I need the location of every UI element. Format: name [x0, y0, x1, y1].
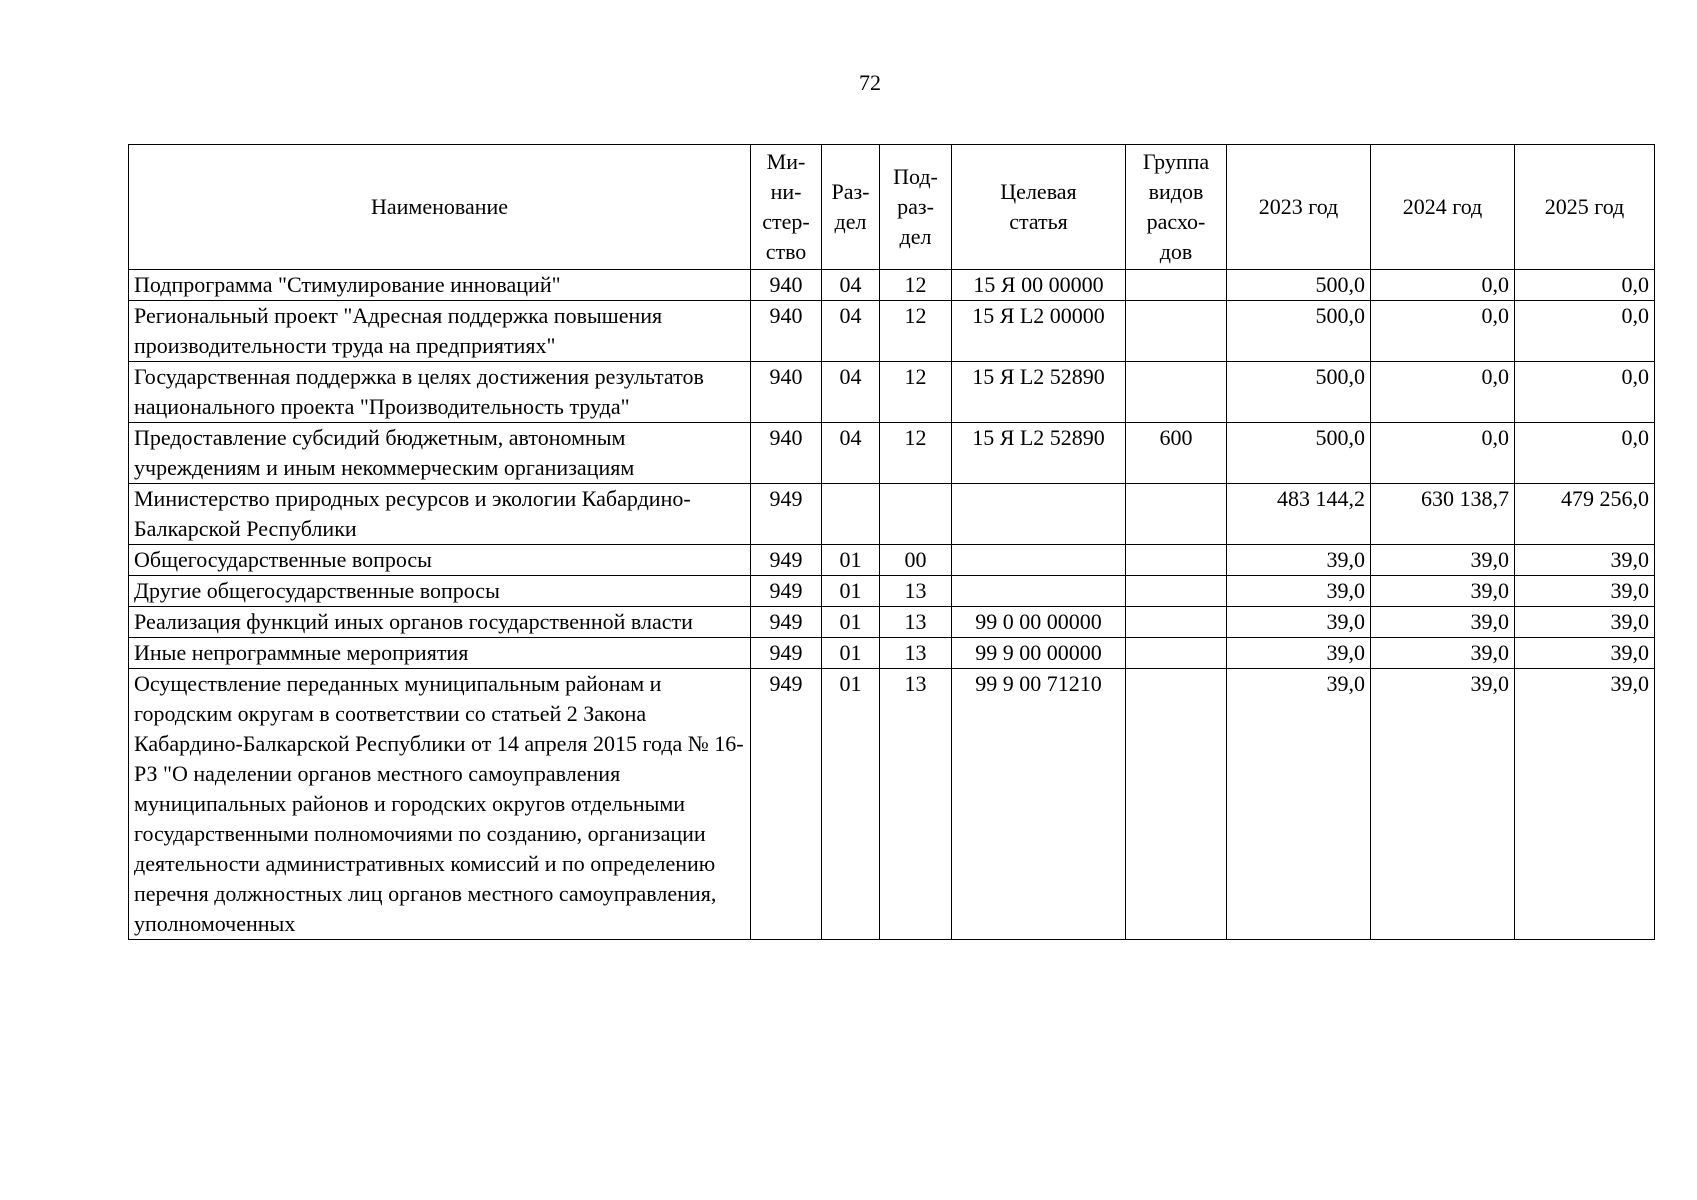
- row-section: 04: [822, 423, 880, 484]
- row-amount-2025: 479 256,0: [1515, 484, 1655, 545]
- table-row: [129, 545, 1655, 576]
- row-section: 01: [822, 545, 880, 576]
- row-amount-2023: 39,0: [1227, 607, 1371, 638]
- row-name: Министерство природных ресурсов и экологии Кабардино-Балкарской Республики: [129, 484, 751, 545]
- row-expense-group: [1126, 607, 1227, 638]
- header-subsection-line: дел: [899, 224, 932, 249]
- row-amount-2023: 500,0: [1227, 423, 1371, 484]
- row-amount-2023: 500,0: [1227, 362, 1371, 423]
- table-row: [129, 484, 1655, 545]
- header-year-2025: 2025 год: [1515, 145, 1655, 270]
- row-amount-2025: 0,0: [1515, 301, 1655, 362]
- row-name: Осуществление переданных муниципальным районам и городским округам в соответствии со статьей 2 Закона Кабардино-Балкарской Республики от 14 апреля 2015 года № 16-РЗ "О наделении органов местного самоуправления муниципальных районов и городских округов отдельными государственными полномочиями по созданию, организации деятельности административных комиссий и по определению перечня должностных лиц органов местного самоуправления, уполномоченных: [129, 669, 751, 940]
- table-row: [129, 638, 1655, 669]
- budget-table: [128, 144, 1655, 940]
- row-expense-group: 600: [1126, 423, 1227, 484]
- row-amount-2024: 630 138,7: [1371, 484, 1515, 545]
- row-amount-2024: 39,0: [1371, 669, 1515, 940]
- header-target-line: Целевая: [1000, 179, 1077, 204]
- row-expense-group: [1126, 301, 1227, 362]
- header-section: [822, 145, 880, 270]
- row-section: [822, 484, 880, 545]
- row-amount-2023: 483 144,2: [1227, 484, 1371, 545]
- row-name: Подпрограмма "Стимулирование инноваций": [129, 270, 751, 301]
- row-expense-group: [1126, 576, 1227, 607]
- row-ministry: 940: [751, 270, 822, 301]
- row-ministry: 949: [751, 484, 822, 545]
- row-amount-2024: 0,0: [1371, 423, 1515, 484]
- row-name: Государственная поддержка в целях достижения результатов национального проекта "Производительность труда": [129, 362, 751, 423]
- row-amount-2024: 0,0: [1371, 270, 1515, 301]
- row-amount-2025: 0,0: [1515, 423, 1655, 484]
- table-row: [129, 270, 1655, 301]
- header-expense-group-line: Группа: [1142, 149, 1210, 174]
- row-expense-group: [1126, 638, 1227, 669]
- header-ministry-line: Ми-: [766, 149, 806, 174]
- row-amount-2023: 500,0: [1227, 301, 1371, 362]
- table-row: [129, 607, 1655, 638]
- row-expense-group: [1126, 362, 1227, 423]
- row-ministry: 949: [751, 576, 822, 607]
- row-name: Реализация функций иных органов государственной власти: [129, 607, 751, 638]
- row-amount-2023: 39,0: [1227, 669, 1371, 940]
- row-amount-2024: 39,0: [1371, 638, 1515, 669]
- row-target-article: 99 0 00 00000: [952, 607, 1126, 638]
- row-amount-2025: 39,0: [1515, 545, 1655, 576]
- header-expense-group-line: расхо-: [1146, 209, 1206, 234]
- row-amount-2023: 500,0: [1227, 270, 1371, 301]
- row-amount-2024: 39,0: [1371, 545, 1515, 576]
- header-year-2024: 2024 год: [1371, 145, 1515, 270]
- header-expense-group: [1126, 145, 1227, 270]
- header-row: [129, 145, 1655, 270]
- row-amount-2024: 0,0: [1371, 362, 1515, 423]
- table-body: [129, 270, 1655, 940]
- row-target-article: 15 Я 00 00000: [952, 270, 1126, 301]
- row-section: 01: [822, 576, 880, 607]
- row-amount-2023: 39,0: [1227, 576, 1371, 607]
- row-amount-2024: 39,0: [1371, 607, 1515, 638]
- row-target-article: [952, 576, 1126, 607]
- row-amount-2025: 39,0: [1515, 669, 1655, 940]
- row-target-article: 15 Я L2 52890: [952, 362, 1126, 423]
- row-name: Предоставление субсидий бюджетным, автономным учреждениям и иным некоммерческим организациям: [129, 423, 751, 484]
- header-ministry-line: ство: [765, 239, 807, 264]
- row-ministry: 949: [751, 545, 822, 576]
- row-ministry: 949: [751, 669, 822, 940]
- row-amount-2025: 0,0: [1515, 270, 1655, 301]
- row-target-article: 15 Я L2 00000: [952, 301, 1126, 362]
- row-target-article: 99 9 00 00000: [952, 638, 1126, 669]
- header-section-line: Раз-: [831, 179, 870, 204]
- row-amount-2024: 39,0: [1371, 576, 1515, 607]
- row-section: 04: [822, 301, 880, 362]
- row-subsection: 13: [880, 576, 952, 607]
- row-expense-group: [1126, 669, 1227, 940]
- row-expense-group: [1126, 270, 1227, 301]
- header-section-line: дел: [834, 209, 867, 234]
- row-ministry: 949: [751, 607, 822, 638]
- header-subsection-line: Под-: [893, 164, 938, 189]
- header-ministry-line: стер-: [762, 209, 810, 234]
- row-amount-2025: 39,0: [1515, 607, 1655, 638]
- row-subsection: 12: [880, 270, 952, 301]
- header-subsection-line: раз-: [897, 194, 934, 219]
- row-subsection: 13: [880, 669, 952, 940]
- row-ministry: 940: [751, 362, 822, 423]
- row-expense-group: [1126, 545, 1227, 576]
- row-amount-2025: 39,0: [1515, 576, 1655, 607]
- row-section: 01: [822, 669, 880, 940]
- row-section: 01: [822, 638, 880, 669]
- table-row: [129, 301, 1655, 362]
- row-subsection: [880, 484, 952, 545]
- row-amount-2023: 39,0: [1227, 638, 1371, 669]
- table-row: [129, 423, 1655, 484]
- row-expense-group: [1126, 484, 1227, 545]
- row-subsection: 13: [880, 638, 952, 669]
- row-section: 04: [822, 362, 880, 423]
- header-subsection: [880, 145, 952, 270]
- header-ministry: [751, 145, 822, 270]
- table-header: [129, 145, 1655, 270]
- row-section: 04: [822, 270, 880, 301]
- header-expense-group-line: дов: [1159, 239, 1193, 264]
- row-target-article: 15 Я L2 52890: [952, 423, 1126, 484]
- row-subsection: 13: [880, 607, 952, 638]
- row-target-article: 99 9 00 71210: [952, 669, 1126, 940]
- row-amount-2023: 39,0: [1227, 545, 1371, 576]
- table-row: [129, 576, 1655, 607]
- row-target-article: [952, 484, 1126, 545]
- header-name: Наименование: [129, 145, 751, 270]
- row-subsection: 12: [880, 301, 952, 362]
- page-number: 72: [859, 70, 881, 95]
- header-ministry-line: ни-: [770, 179, 802, 204]
- row-ministry: 949: [751, 638, 822, 669]
- row-subsection: 12: [880, 423, 952, 484]
- header-target-line: статья: [1009, 209, 1068, 234]
- row-ministry: 940: [751, 423, 822, 484]
- row-amount-2025: 39,0: [1515, 638, 1655, 669]
- row-subsection: 12: [880, 362, 952, 423]
- row-name: Общегосударственные вопросы: [129, 545, 751, 576]
- row-ministry: 940: [751, 301, 822, 362]
- row-name: Иные непрограммные мероприятия: [129, 638, 751, 669]
- header-year-2023: 2023 год: [1227, 145, 1371, 270]
- table-row: [129, 669, 1655, 940]
- row-target-article: [952, 545, 1126, 576]
- table-row: [129, 362, 1655, 423]
- row-amount-2025: 0,0: [1515, 362, 1655, 423]
- row-name: Региональный проект "Адресная поддержка повышения производительности труда на предприятиях": [129, 301, 751, 362]
- row-amount-2024: 0,0: [1371, 301, 1515, 362]
- header-expense-group-line: видов: [1148, 179, 1204, 204]
- row-subsection: 00: [880, 545, 952, 576]
- row-name: Другие общегосударственные вопросы: [129, 576, 751, 607]
- row-section: 01: [822, 607, 880, 638]
- header-target-article: [952, 145, 1126, 270]
